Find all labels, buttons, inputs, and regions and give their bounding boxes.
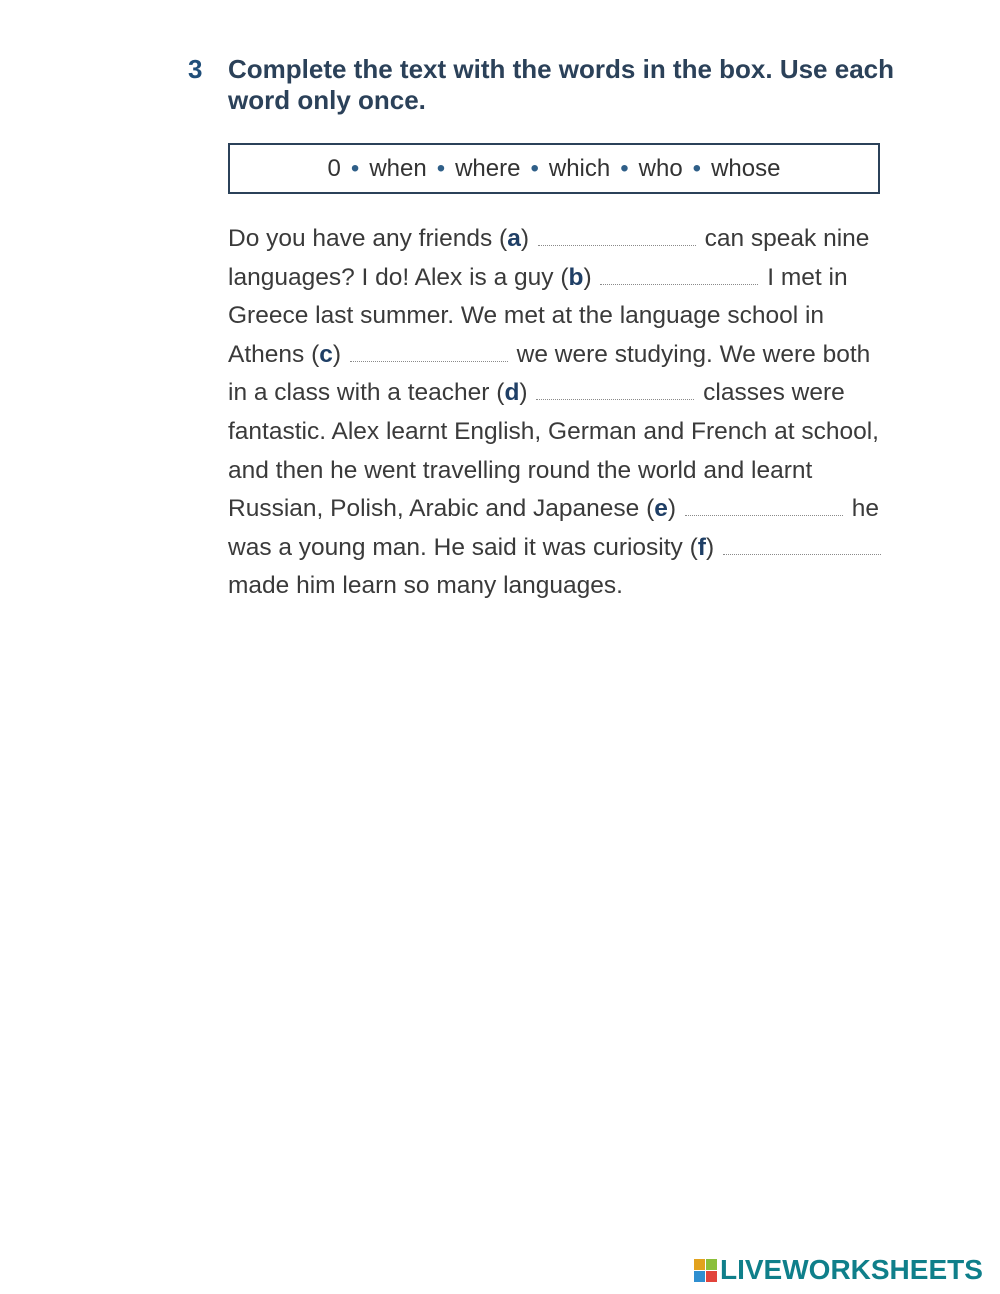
logo-square xyxy=(706,1271,717,1282)
logo-square xyxy=(694,1271,705,1282)
logo-square xyxy=(706,1259,717,1270)
word-box-item: who xyxy=(638,154,683,182)
word-box-item: whose xyxy=(711,154,781,182)
passage-fragment: we were studying. We were both in a class with a teacher ( xyxy=(228,340,871,407)
gap-letter-b: b xyxy=(568,263,584,291)
instruction-heading: Complete the text with the words in the box. Use each word only once. xyxy=(228,54,894,115)
gap-letter-c: c xyxy=(319,340,333,368)
answer-blank-a[interactable] xyxy=(538,244,696,246)
gap-letter-d: d xyxy=(504,379,520,407)
passage-fragment: ) xyxy=(332,340,348,368)
word-box-item: which xyxy=(548,154,611,182)
passage-fragment: I met in Greece last summer. We met at the language school in Athens ( xyxy=(228,263,848,368)
bullet-separator: • xyxy=(692,154,702,182)
answer-blank-c[interactable] xyxy=(350,360,508,362)
liveworksheets-logo xyxy=(694,1254,983,1286)
answer-blank-f[interactable] xyxy=(723,553,881,555)
passage-text xyxy=(228,220,888,606)
passage-fragment: ) xyxy=(520,225,536,252)
word-box xyxy=(228,143,880,194)
passage-fragment: he was a young man. He said it was curiosity ( xyxy=(228,495,879,561)
passage-fragment: ) xyxy=(667,495,683,523)
passage-fragment: ) xyxy=(519,379,535,407)
passage-fragment: ) xyxy=(583,263,599,291)
word-box-item: where xyxy=(455,154,521,182)
logo-text: LIVEWORKSHEETS xyxy=(720,1254,983,1285)
logo-grid-icon xyxy=(694,1259,717,1282)
passage-fragment: made him learn so many languages. xyxy=(228,572,623,600)
bullet-separator: • xyxy=(350,154,360,182)
answer-blank-d[interactable] xyxy=(536,398,694,400)
answer-blank-e[interactable] xyxy=(685,514,843,516)
word-box-item: when xyxy=(369,154,427,182)
gap-letter-f: f xyxy=(697,533,706,561)
gap-letter-e: e xyxy=(654,495,668,523)
bullet-separator: • xyxy=(530,154,539,182)
bullet-separator: • xyxy=(436,154,446,182)
passage-fragment: Do you have any friends ( xyxy=(228,225,508,252)
bullet-separator: • xyxy=(620,154,629,182)
passage-fragment: ) xyxy=(705,533,721,561)
logo-square xyxy=(694,1259,705,1270)
word-box-item: 0 xyxy=(327,154,341,182)
exercise-number: 3 xyxy=(188,54,203,84)
passage-fragment: classes were fantastic. Alex learnt English, German and French at school, and then he went travelling round the world and learnt Russian, Polish, Arabic and Japanese ( xyxy=(228,379,879,523)
passage-fragment: can speak nine languages? I do! Alex is a guy ( xyxy=(228,225,870,291)
gap-letter-a: a xyxy=(507,225,521,252)
answer-blank-b[interactable] xyxy=(600,283,758,285)
